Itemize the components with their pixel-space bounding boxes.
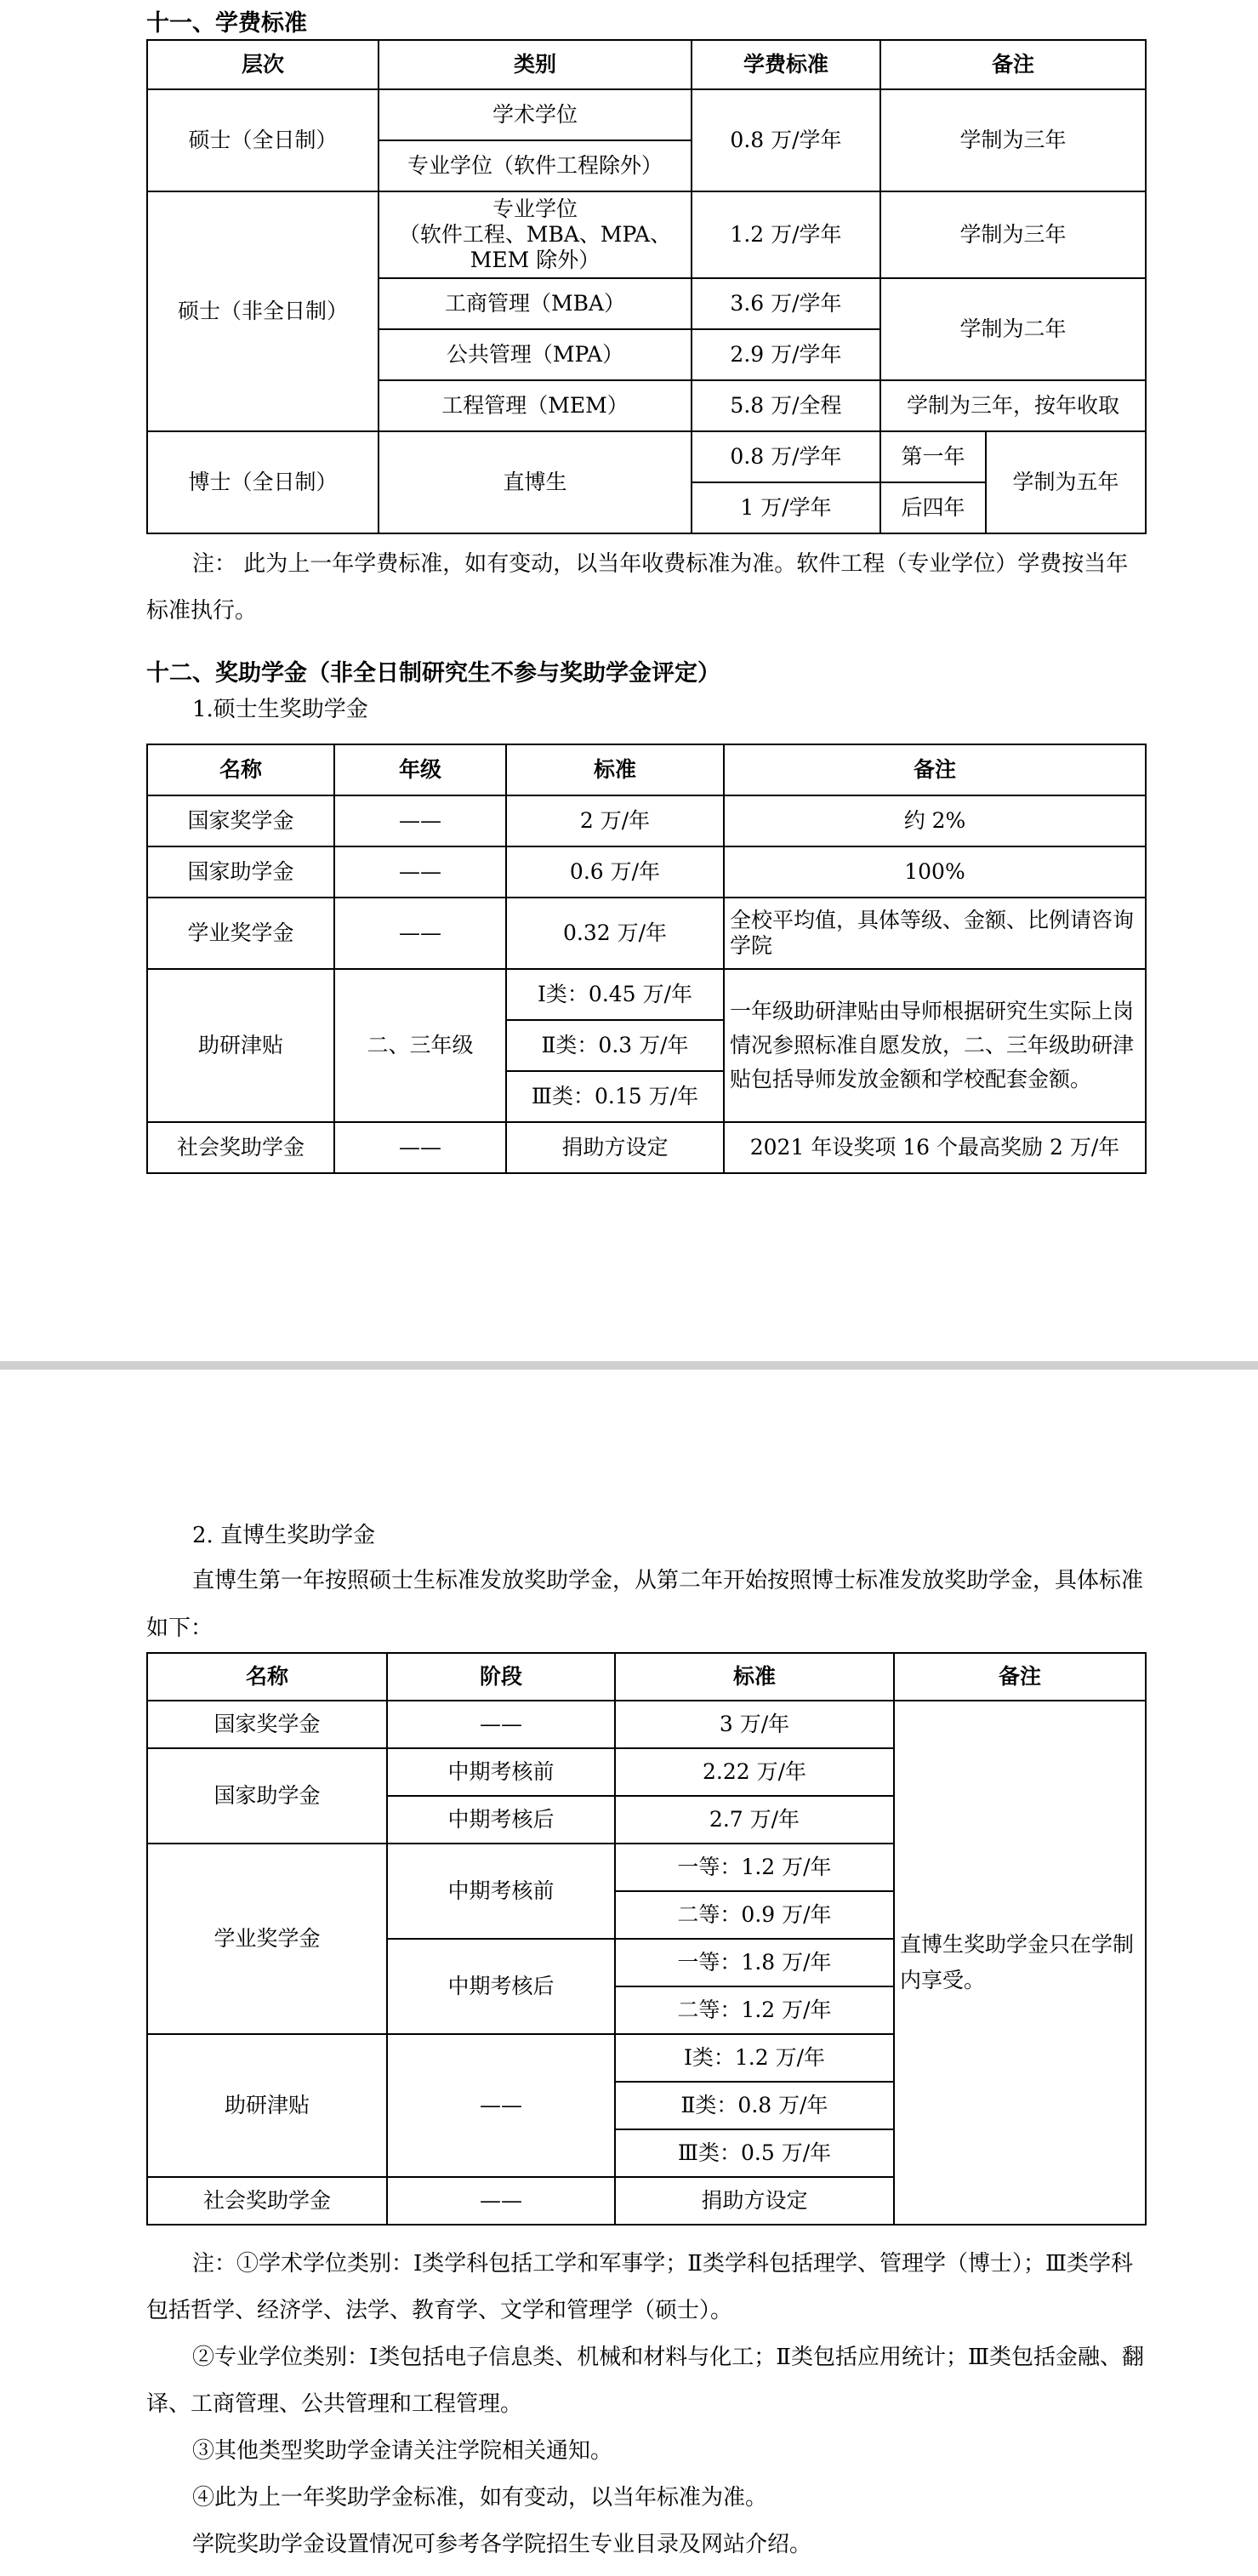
header-name: 名称 (147, 744, 334, 795)
nat-grant-name: 国家助学金 (147, 1748, 387, 1844)
fee-phd-later: 1 万/学年 (692, 482, 880, 533)
header-category: 类别 (379, 40, 692, 89)
nat-grant-stage-2: 中期考核后 (387, 1796, 615, 1844)
tuition-table (146, 39, 1147, 534)
fee-phd-first: 0.8 万/学年 (692, 431, 880, 482)
table-header-row (147, 1653, 1146, 1701)
table-header-row (147, 744, 1146, 795)
category-mem: 工程管理（MEM） (379, 380, 692, 431)
header-note: 备注 (724, 744, 1146, 795)
subsection-direct-phd-title: 2. 直博生奖助学金 (192, 1523, 376, 1548)
header-name: 名称 (147, 1653, 387, 1701)
master-scholarship-table (146, 744, 1147, 1174)
assist-standard-3: Ⅲ类：0.15 万/年 (506, 1071, 724, 1122)
category-direct-phd: 直博生 (379, 431, 692, 533)
row-name: 国家助学金 (147, 846, 334, 898)
table-row (147, 795, 1146, 846)
academic-standard-2b: 二等：1.2 万/年 (615, 1986, 894, 2034)
assist-standard-3: Ⅲ类：0.5 万/年 (615, 2129, 894, 2177)
category-professional-parttime (379, 191, 692, 278)
social-note: 2021 年设奖项 16 个最高奖励 2 万/年 (724, 1122, 1146, 1173)
social-standard: 捐助方设定 (615, 2177, 894, 2225)
document-page-2 (0, 1370, 1258, 2576)
note-1: 注：①学术学位类别：Ⅰ类学科包括工学和军事学；Ⅱ类学科包括理学、管理学（博士）；Ⅲ类学科包括哲学、经济学、法学、教育学、文学和管理学（硕士）。 (146, 2251, 1134, 2323)
fee-mem: 5.8 万/全程 (692, 380, 880, 431)
table-row (147, 846, 1146, 898)
social-stage: —— (387, 2177, 615, 2225)
direct-phd-intro: 直博生第一年按照硕士生标准发放奖助学金，从第二年开始按照博士标准发放奖助学金，具体标准如下： (146, 1568, 1144, 1641)
header-fee: 学费标准 (692, 40, 880, 89)
category-line: （软件工程、MBA、MPA、 (398, 222, 672, 247)
note-phd: 学制为五年 (986, 431, 1146, 533)
academic-standard-1a: 一等：1.2 万/年 (615, 1844, 894, 1891)
page-2-content (146, 1514, 1145, 2568)
stage-first-year: 第一年 (880, 431, 986, 482)
nat-grant-standard-1: 2.22 万/年 (615, 1748, 894, 1796)
row-name: 学业奖学金 (147, 898, 334, 969)
assist-standard-2: Ⅱ类：0.3 万/年 (506, 1020, 724, 1071)
note-professional-parttime: 学制为三年 (880, 191, 1146, 278)
fee-mpa: 2.9 万/学年 (692, 329, 880, 380)
note-master-fulltime: 学制为三年 (880, 89, 1146, 191)
row-note: 100% (724, 846, 1146, 898)
section-12-title: 十二、奖助学金（非全日制研究生不参与奖助学金评定） (146, 660, 720, 687)
table-row (147, 431, 1146, 482)
academic-standard-2a: 一等：1.8 万/年 (615, 1939, 894, 1986)
note-4: ④此为上一年奖助学金标准，如有变动，以当年标准为准。 (192, 2485, 768, 2510)
page-1-content (146, 9, 1145, 1174)
tuition-footnote: 注： 此为上一年学费标准，如有变动，以当年收费标准为准。软件工程（专业学位）学费按当年标准执行。 (146, 551, 1129, 624)
header-note: 备注 (894, 1653, 1146, 1701)
note-mem: 学制为三年，按年收取 (880, 380, 1146, 431)
assist-stage: —— (387, 2034, 615, 2177)
section-11-title: 十一、学费标准 (146, 10, 307, 37)
notes-block (146, 2241, 1145, 2568)
category-mba: 工商管理（MBA） (379, 278, 692, 329)
row-grade: —— (334, 795, 506, 846)
table-row (147, 89, 1146, 140)
fee-mba: 3.6 万/学年 (692, 278, 880, 329)
header-grade: 年级 (334, 744, 506, 795)
social-name: 社会奖助学金 (147, 1122, 334, 1173)
nat-grant-stage-1: 中期考核前 (387, 1748, 615, 1796)
header-standard: 标准 (615, 1653, 894, 1701)
level-master-fulltime: 硕士（全日制） (147, 89, 379, 191)
table-row (147, 1701, 1146, 1748)
row-grade: —— (334, 846, 506, 898)
fee-master-fulltime: 0.8 万/学年 (692, 89, 880, 191)
assist-grade: 二、三年级 (334, 969, 506, 1122)
table-header-row (147, 40, 1146, 89)
nat-scholar-standard: 3 万/年 (615, 1701, 894, 1748)
academic-stage-2: 中期考核后 (387, 1939, 615, 2034)
header-note: 备注 (880, 40, 1146, 89)
note-two-years: 学制为二年 (880, 278, 1146, 380)
header-stage: 阶段 (387, 1653, 615, 1701)
row-note: 全校平均值，具体等级、金额、比例请咨询学院 (724, 898, 1146, 969)
direct-phd-note: 直博生奖助学金只在学制内享受。 (894, 1701, 1146, 2225)
header-standard: 标准 (506, 744, 724, 795)
row-grade: —— (334, 898, 506, 969)
assist-standard-1: Ⅰ类：1.2 万/年 (615, 2034, 894, 2082)
category-line: 专业学位 (492, 197, 578, 221)
nat-grant-standard-2: 2.7 万/年 (615, 1796, 894, 1844)
assist-name: 助研津贴 (147, 969, 334, 1122)
social-grade: —— (334, 1122, 506, 1173)
page-separator (0, 1361, 1258, 1370)
nat-scholar-name: 国家奖学金 (147, 1701, 387, 1748)
level-master-parttime: 硕士（非全日制） (147, 191, 379, 431)
assist-standard-2: Ⅱ类：0.8 万/年 (615, 2082, 894, 2129)
category-professional: 专业学位（软件工程除外） (379, 140, 692, 191)
note-3: ③其他类型奖助学金请关注学院相关通知。 (192, 2438, 613, 2464)
category-mpa: 公共管理（MPA） (379, 329, 692, 380)
assist-name: 助研津贴 (147, 2034, 387, 2177)
academic-name: 学业奖学金 (147, 1844, 387, 2034)
table-row (147, 191, 1146, 278)
social-name: 社会奖助学金 (147, 2177, 387, 2225)
row-standard: 2 万/年 (506, 795, 724, 846)
category-academic: 学术学位 (379, 89, 692, 140)
fee-professional-parttime: 1.2 万/学年 (692, 191, 880, 278)
direct-phd-scholarship-table (146, 1652, 1147, 2226)
header-level: 层次 (147, 40, 379, 89)
assist-standard-1: Ⅰ类：0.45 万/年 (506, 969, 724, 1020)
level-phd: 博士（全日制） (147, 431, 379, 533)
row-standard: 0.6 万/年 (506, 846, 724, 898)
social-standard: 捐助方设定 (506, 1122, 724, 1173)
table-row (147, 969, 1146, 1020)
subsection-master-title: 1.硕士生奖助学金 (192, 697, 368, 722)
academic-stage-1: 中期考核前 (387, 1844, 615, 1939)
row-standard: 0.32 万/年 (506, 898, 724, 969)
row-note: 约 2% (724, 795, 1146, 846)
table-row (147, 1122, 1146, 1173)
assist-note: 一年级助研津贴由导师根据研究生实际上岗情况参照标准自愿发放，二、三年级助研津贴包括导师发放金额和学校配套金额。 (724, 969, 1146, 1122)
category-line: MEM 除外） (470, 248, 601, 272)
row-name: 国家奖学金 (147, 795, 334, 846)
nat-scholar-stage: —— (387, 1701, 615, 1748)
note-5: 学院奖助学金设置情况可参考各学院招生专业目录及网站介绍。 (192, 2532, 812, 2557)
note-2: ②专业学位类别：Ⅰ类包括电子信息类、机械和材料与化工；Ⅱ类包括应用统计；Ⅲ类包括金融、翻译、工商管理、公共管理和工程管理。 (146, 2345, 1145, 2417)
academic-standard-1b: 二等：0.9 万/年 (615, 1891, 894, 1939)
stage-later-years: 后四年 (880, 482, 986, 533)
table-row (147, 898, 1146, 969)
